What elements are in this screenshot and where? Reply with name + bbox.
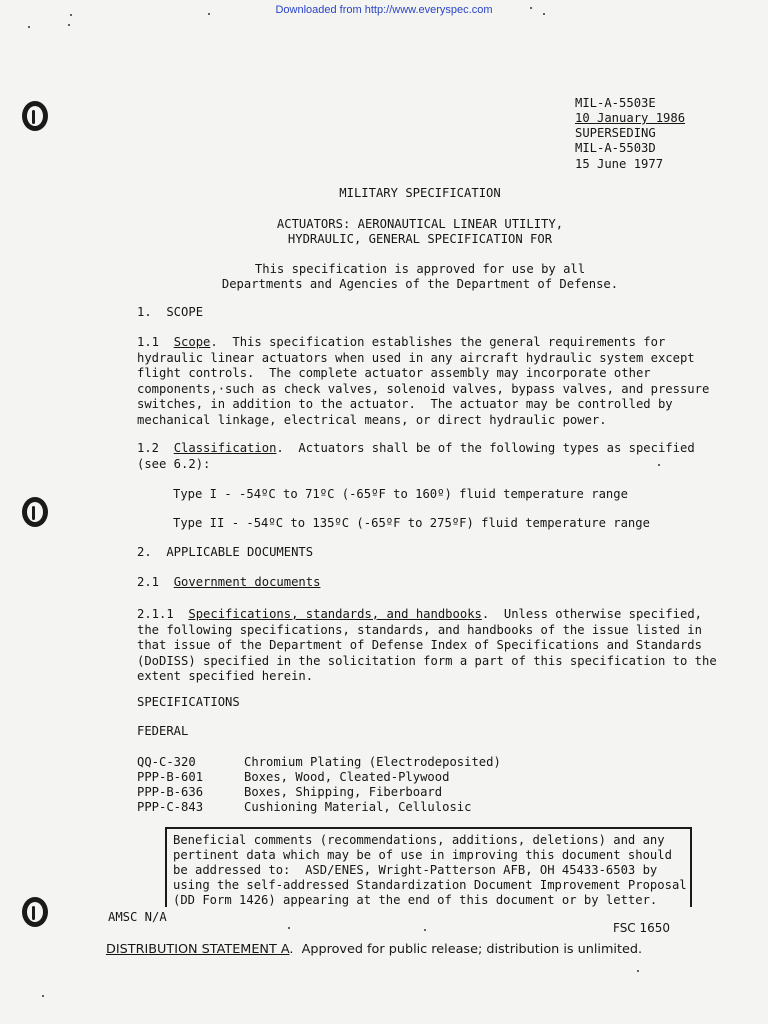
spec-type-heading: MILITARY SPECIFICATION <box>339 186 501 200</box>
doc-date: 10 January 1986 <box>575 111 686 125</box>
spec-title-line2: HYDRAULIC, GENERAL SPECIFICATION FOR <box>287 232 553 246</box>
spec-title-line1: ACTUATORS: AERONAUTICAL LINEAR UTILITY, <box>276 217 564 231</box>
paragraph-number: 1.1 <box>137 335 174 349</box>
distribution-statement <box>106 942 642 957</box>
distribution-text: . Approved for public release; distribution is unlimited. <box>289 942 643 957</box>
spec-code: PPP-B-636 <box>137 785 204 799</box>
scan-speck <box>543 13 545 15</box>
paragraph-title: Government documents <box>173 575 321 589</box>
paragraph-number: 1.2 <box>137 441 174 455</box>
specifications-heading: SPECIFICATIONS <box>137 695 240 709</box>
section-2-heading: 2. APPLICABLE DOCUMENTS <box>137 545 314 559</box>
distribution-label: DISTRIBUTION STATEMENT A <box>106 942 290 957</box>
paragraph-title: Classification <box>173 441 277 455</box>
scan-speck <box>42 995 44 997</box>
paragraph-text: . This specification establishes the general requirements for <box>210 335 666 349</box>
spec-code: PPP-C-843 <box>137 800 204 814</box>
paragraph-1-2-body: (see 6.2): <box>137 456 211 471</box>
paragraph-number: 2.1.1 <box>137 607 189 621</box>
paragraph-2-1 <box>137 575 320 591</box>
paragraph-2-1-1 <box>137 607 702 623</box>
scan-speck <box>530 7 532 9</box>
spec-title: Chromium Plating (Electrodeposited) <box>244 755 501 769</box>
binder-hole-icon <box>22 497 48 527</box>
spec-list-item <box>137 800 471 815</box>
spec-title: Boxes, Wood, Cleated-Plywood <box>244 770 450 784</box>
paragraph-1-1 <box>137 335 665 351</box>
paragraph-title: Scope <box>173 335 211 349</box>
doc-number: MIL-A-5503E <box>575 96 656 110</box>
superseded-date: 15 June 1977 <box>575 157 664 171</box>
scan-speck <box>70 14 72 16</box>
paragraph-number: 2.1 <box>137 575 174 589</box>
superseded-doc: MIL-A-5503D <box>575 141 656 155</box>
federal-heading: FEDERAL <box>137 724 189 738</box>
spec-code: PPP-B-601 <box>137 770 204 784</box>
spec-title: Cushioning Material, Cellulosic <box>244 800 472 814</box>
paragraph-title: Specifications, standards, and handbooks <box>188 607 482 621</box>
fsc-label: FSC 1650 <box>613 921 671 935</box>
spec-list-item <box>137 770 449 785</box>
paragraph-2-1-1-body: the following specifications, standards, and handbooks of the issue listed in that issue of the Department of Defense Index of Specifications and Standards (DoDISS) specified in the solicitation form a part of this specification to the extent specified herein. <box>137 622 717 683</box>
type-2-line: Type II - -54ºC to 135ºC (-65ºF to 275ºF) fluid temperature range <box>173 516 650 530</box>
spec-code: QQ-C-320 <box>137 755 196 769</box>
paragraph-text: . Unless otherwise specified, <box>481 607 702 621</box>
binder-hole-icon <box>22 101 48 131</box>
spec-title: Boxes, Shipping, Fiberboard <box>244 785 443 799</box>
spec-list-item <box>137 785 442 800</box>
approval-line1: This specification is approved for use by all <box>254 262 586 276</box>
scan-speck <box>637 970 639 972</box>
approval-line2: Departments and Agencies of the Department of Defense. <box>221 277 619 291</box>
download-link[interactable]: Downloaded from http://www.everyspec.com <box>275 4 493 16</box>
type-1-line: Type I - -54ºC to 71ºC (-65ºF to 160º) fluid temperature range <box>173 487 628 501</box>
scan-speck <box>288 927 290 929</box>
scan-speck <box>424 929 426 931</box>
scan-speck <box>208 13 210 15</box>
paragraph-text: . Actuators shall be of the following types as specified <box>276 441 695 455</box>
amsc-label: AMSC N/A <box>108 910 167 924</box>
paragraph-1-1-body: hydraulic linear actuators when used in any aircraft hydraulic system except flight controls. The complete actuator assembly may incorporate other components,·such as check valves, solenoid valves, bypass valves, and pressure switches, in addition to the actuator. The actuator may be controlled by mechanical linkage, electrical means, or direct hydraulic power. <box>137 350 710 427</box>
spec-list-item <box>137 755 501 770</box>
beneficial-comments-box: Beneficial comments (recommendations, additions, deletions) and any pertinent data which may be of use in improving this document should be addressed to: ASD/ENES, Wright-Patterson AFB, OH 45433-6503 by using the self-addressed Standardization Document Improvement Proposal (DD Form 1426) appearing at the end of this document or by letter. <box>165 827 692 907</box>
scan-speck <box>658 464 660 466</box>
scan-speck <box>68 24 70 26</box>
paragraph-1-2 <box>137 441 695 457</box>
section-1-heading: 1. SCOPE <box>137 305 204 319</box>
binder-hole-icon <box>22 897 48 927</box>
superseding-label: SUPERSEDING <box>575 126 656 140</box>
scan-speck <box>28 26 30 28</box>
